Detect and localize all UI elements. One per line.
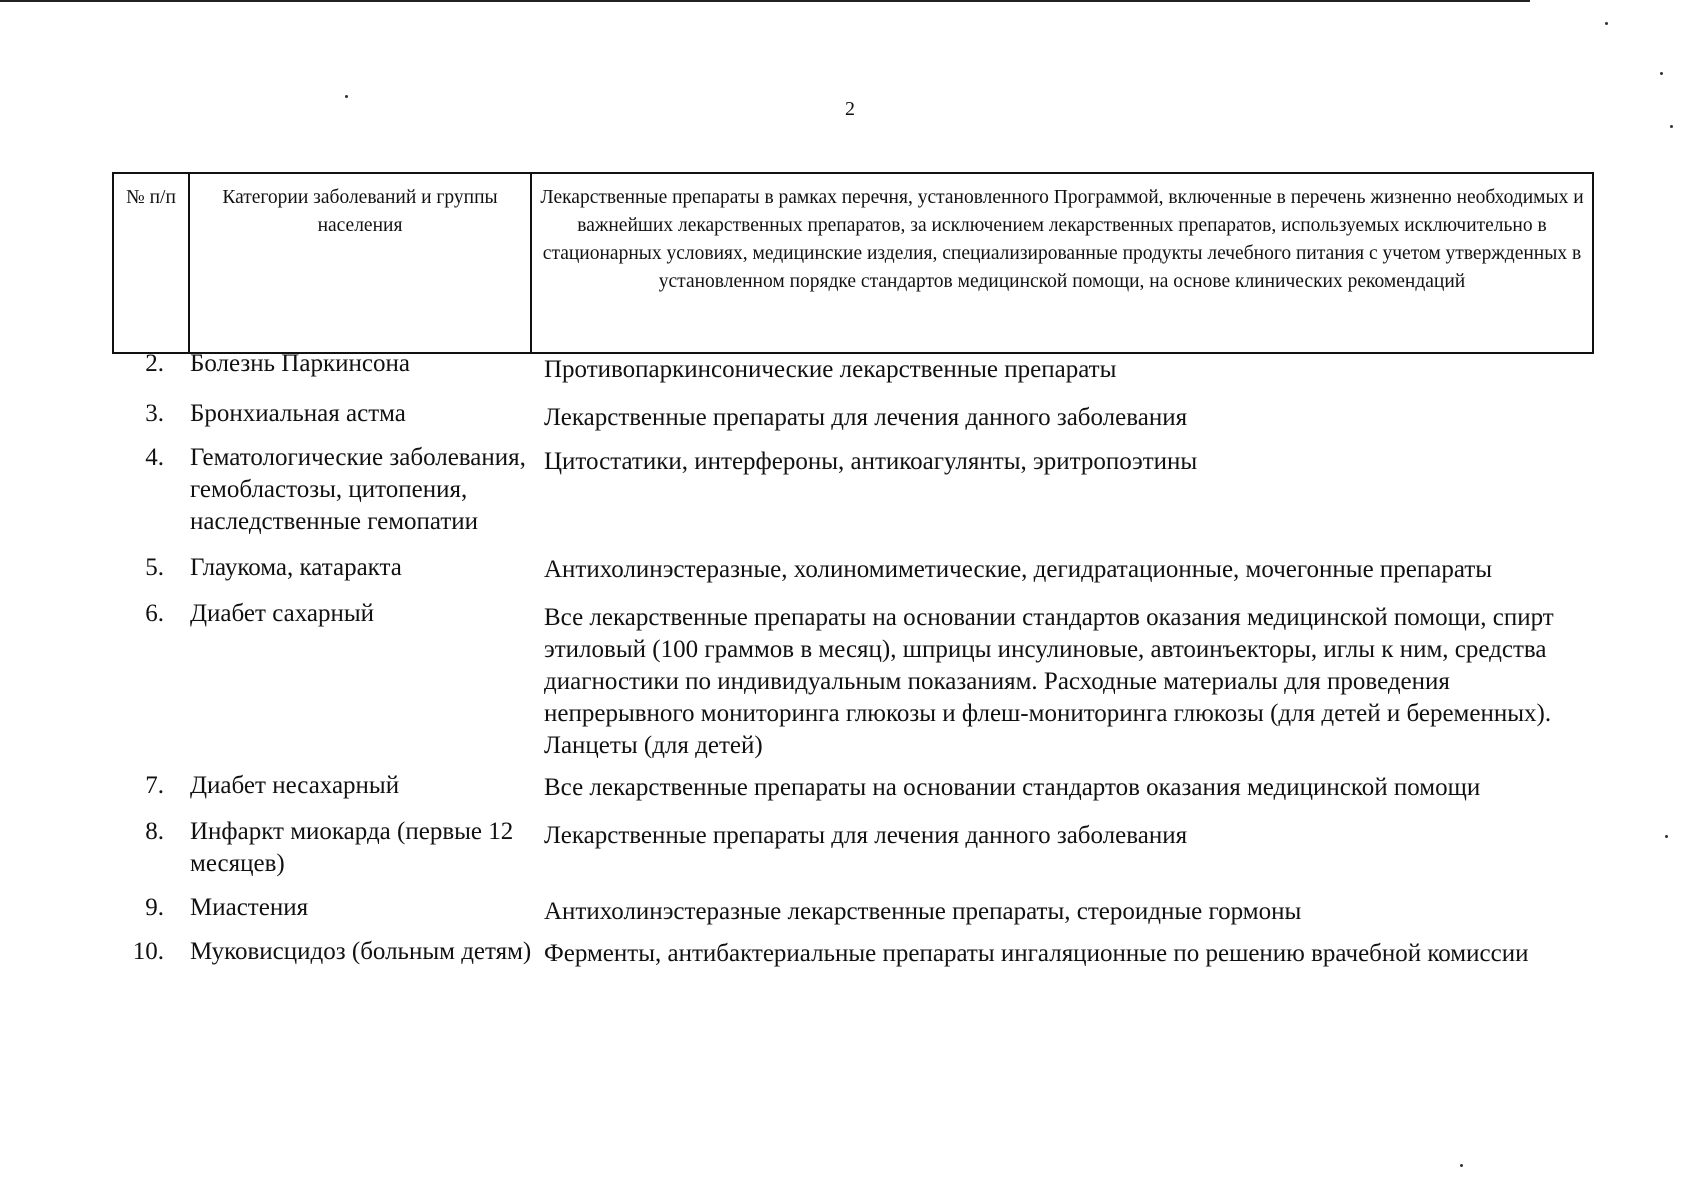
row-number: 2. — [145, 350, 164, 377]
header-medicines-column: Лекарственные препараты в рамках перечня, установленного Программой, включенные в перечень жизненно необходимых и важнейших лекарственных препаратов, за исключением лекарственных препаратов, используемых исключительно в стационарных условиях, медицинские изделия, специализированные продукты лечебного питания с учетом утвержденных в установленном порядке стандартов медицинской помощи, на основе клинических рекомендаций — [540, 187, 1584, 292]
row-number: 3. — [145, 400, 164, 427]
row-medicines: Антихолинэстеразные лекарственные препараты, стероидные гормоны — [544, 898, 1302, 925]
table-row — [112, 598, 1582, 762]
table-header — [112, 172, 1594, 354]
top-border-line — [0, 0, 1530, 2]
table-body — [112, 348, 1582, 968]
scan-speck — [1460, 1164, 1463, 1167]
row-category: Инфаркт миокарда (первые 12 месяцев) — [190, 818, 514, 877]
row-number: 6. — [145, 600, 164, 627]
row-category: Болезнь Паркинсона — [190, 350, 410, 377]
row-medicines: Лекарственные препараты для лечения данного заболевания — [544, 404, 1188, 431]
row-category: Миастения — [190, 894, 309, 921]
row-category: Диабет несахарный — [190, 772, 400, 799]
table-row — [112, 770, 1582, 802]
scan-speck — [1605, 22, 1608, 25]
table-row — [112, 348, 1582, 386]
row-medicines: Цитостатики, интерфероны, антикоагулянты, эритропоэтины — [544, 448, 1198, 475]
row-category: Муковисцидоз (больным детям) — [190, 938, 532, 965]
table-row — [112, 552, 1582, 584]
row-number: 4. — [145, 444, 164, 471]
scan-speck — [1670, 125, 1673, 128]
header-number-column: № п/п — [114, 174, 190, 352]
table-row — [112, 442, 1582, 538]
scan-speck — [345, 95, 348, 98]
row-number: 10. — [132, 938, 164, 965]
row-category: Глаукома, катаракта — [190, 554, 402, 581]
row-number: 7. — [145, 772, 164, 799]
row-category: Диабет сахарный — [190, 600, 375, 627]
row-medicines: Ферменты, антибактериальные препараты ингаляционные по решению врачебной комиссии — [544, 940, 1529, 967]
row-medicines: Антихолинэстеразные, холиномиметические, дегидратационные, мочегонные препараты — [544, 556, 1493, 583]
table-row — [112, 892, 1582, 928]
row-medicines: Все лекарственные препараты на основании стандартов оказания медицинской помощи, спирт этиловый (100 граммов в месяц), шприцы инсулиновые, автоинъекторы, иглы к ним, средства диагностики по индивидуальным показаниям. Расходные материалы для проведения непрерывного мониторинга глюкозы и флеш-мониторинга глюкозы (для детей и беременных). Ланцеты (для детей) — [544, 604, 1554, 759]
table-row — [112, 936, 1582, 968]
header-category-column: Категории заболеваний и группы населения — [190, 174, 532, 352]
row-medicines: Все лекарственные препараты на основании стандартов оказания медицинской помощи — [544, 774, 1481, 801]
scan-speck — [1660, 72, 1663, 75]
row-number: 5. — [145, 554, 164, 581]
row-medicines: Лекарственные препараты для лечения данного заболевания — [544, 822, 1188, 849]
row-medicines: Противопаркинсонические лекарственные препараты — [544, 356, 1117, 383]
row-category: Гематологические заболевания, гемобластозы, цитопения, наследственные гемопатии — [190, 444, 526, 535]
row-category: Бронхиальная астма — [190, 400, 406, 427]
table-row — [112, 398, 1582, 434]
page-number: 2 — [845, 98, 855, 120]
table-row — [112, 816, 1582, 880]
scan-speck — [1665, 835, 1668, 838]
row-number: 9. — [145, 894, 164, 921]
row-number: 8. — [145, 818, 164, 845]
